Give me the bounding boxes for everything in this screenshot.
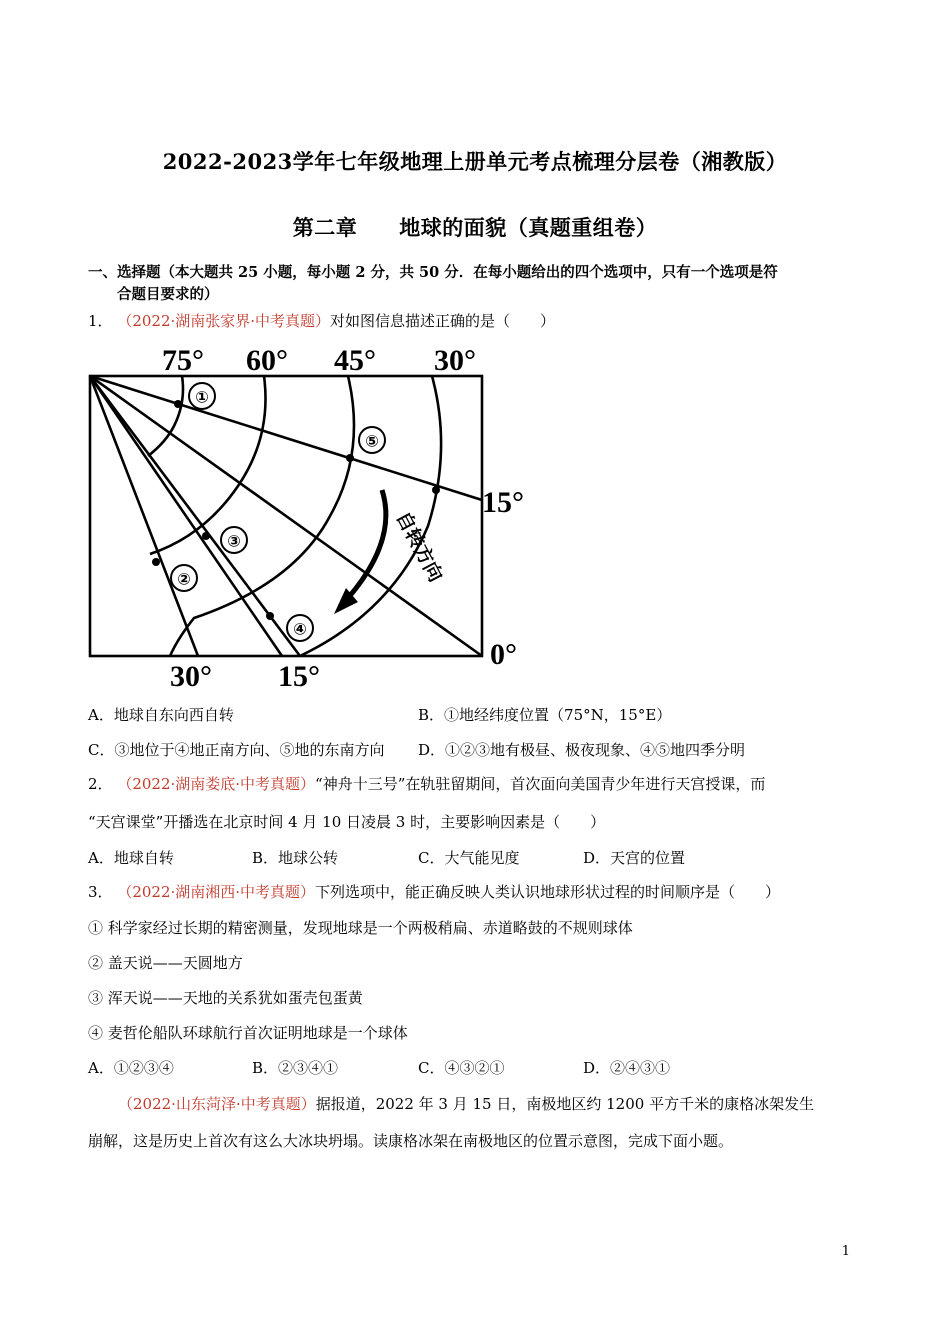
q3-item-1: ① 科学家经过长期的精密测量，发现地球是一个两极稍扁、赤道略鼓的不规则球体 [88, 919, 633, 937]
latitude-arc-45 [170, 376, 354, 656]
question-2-source: （2022·湖南娄底·中考真题） [117, 775, 316, 793]
point-3-label: ③ [227, 531, 241, 551]
question-2-stem-cont: “天宫课堂”开播选在北京时间 4 月 10 日凌晨 3 时，主要影响因素是（ ） [88, 813, 606, 831]
meridian-line [90, 376, 482, 656]
q3-item-2: ② 盖天说——天圆地方 [88, 954, 243, 972]
question-4-source: （2022·山东菏泽·中考真题） [118, 1095, 316, 1113]
lon-label-75: 75° [162, 344, 204, 377]
q1-option-b: B．①地经纬度位置（75°N，15°E） [418, 706, 672, 724]
q3-option-a: A．①②③④ [88, 1059, 174, 1077]
meridian-line [90, 376, 282, 656]
chapter-title [0, 212, 950, 242]
polar-graticule-figure [86, 340, 526, 692]
chapter-number: 第二章 [292, 215, 358, 240]
rotation-direction-label: 自转方向 [391, 508, 447, 586]
point-1-label: ① [195, 387, 209, 407]
q3-item-4: ④ 麦哲伦船队环球航行首次证明地球是一个球体 [88, 1024, 408, 1042]
point-4-label: ④ [293, 619, 307, 639]
question-1-stem: 1． （2022·湖南张家界·中考真题）对如图信息描述正确的是（ ） [88, 312, 556, 330]
lon-label-45: 45° [334, 344, 376, 377]
q1-option-d: D．①②③地有极昼、极夜现象、④⑤地四季分明 [418, 741, 746, 759]
q2-option-a: A．地球自转 [88, 849, 174, 867]
point-2-label: ② [177, 569, 191, 589]
label-15-bottom: 15° [278, 660, 320, 692]
latitude-arc-30 [300, 376, 441, 656]
lon-label-60: 60° [246, 344, 288, 377]
page-number: 1 [841, 1244, 850, 1259]
question-4-intro-cont: 崩解，这是历史上首次有这么大冰块坍塌。读康格冰架在南极地区的位置示意图，完成下面小题。 [88, 1132, 734, 1150]
document-title: 2022-2023学年七年级地理上册单元考点梳理分层卷（湘教版） [162, 149, 788, 174]
lon-label-30-top: 30° [434, 344, 476, 377]
lat-label-0-right: 0° [490, 638, 517, 671]
q2-option-c: C．大气能见度 [418, 849, 520, 867]
q3-option-c: C．④③②① [418, 1059, 505, 1077]
latitude-arc-75 [148, 376, 183, 456]
question-1-source: （2022·湖南张家界·中考真题） [117, 312, 331, 330]
meridian-line [90, 376, 482, 500]
point-5-label: ⑤ [365, 431, 379, 451]
q1-option-c: C．③地位于④地正南方向、⑤地的东南方向 [88, 741, 385, 759]
q3-option-b: B．②③④① [252, 1059, 339, 1077]
q3-option-d: D．②④③① [583, 1059, 671, 1077]
q3-item-3: ③ 浑天说——天地的关系犹如蛋壳包蛋黄 [88, 989, 363, 1007]
lat-label-15-right: 15° [482, 486, 524, 519]
section-heading: 一、选择题（本大题共 25 小题，每小题 2 分，共 50 分．在每小题给出的四个选项中，只有一个选项是符 合题目要求的） [88, 264, 778, 303]
q2-option-b: B．地球公转 [252, 849, 339, 867]
question-3-source: （2022·湖南湘西·中考真题） [117, 883, 316, 901]
q2-option-d: D．天宫的位置 [583, 849, 686, 867]
label-30-bottom: 30° [170, 660, 212, 692]
q1-option-a: A．地球自东向西自转 [88, 706, 234, 724]
question-3-stem: 3． （2022·湖南湘西·中考真题）下列选项中，能正确反映人类认识地球形状过程的时间顺序是（ ） [88, 883, 781, 901]
question-2-stem: 2． （2022·湖南娄底·中考真题）“神舟十三号”在轨驻留期间，首次面向美国青少年进行天宫授课，而 [88, 775, 766, 793]
meridian-line [90, 376, 198, 656]
question-4-intro: （2022·山东菏泽·中考真题）据报道，2022 年 3 月 15 日，南极地区约 1200 平方千米的康格冰架发生 [118, 1095, 815, 1113]
chapter-name: 地球的面貌（真题重组卷） [399, 215, 658, 240]
